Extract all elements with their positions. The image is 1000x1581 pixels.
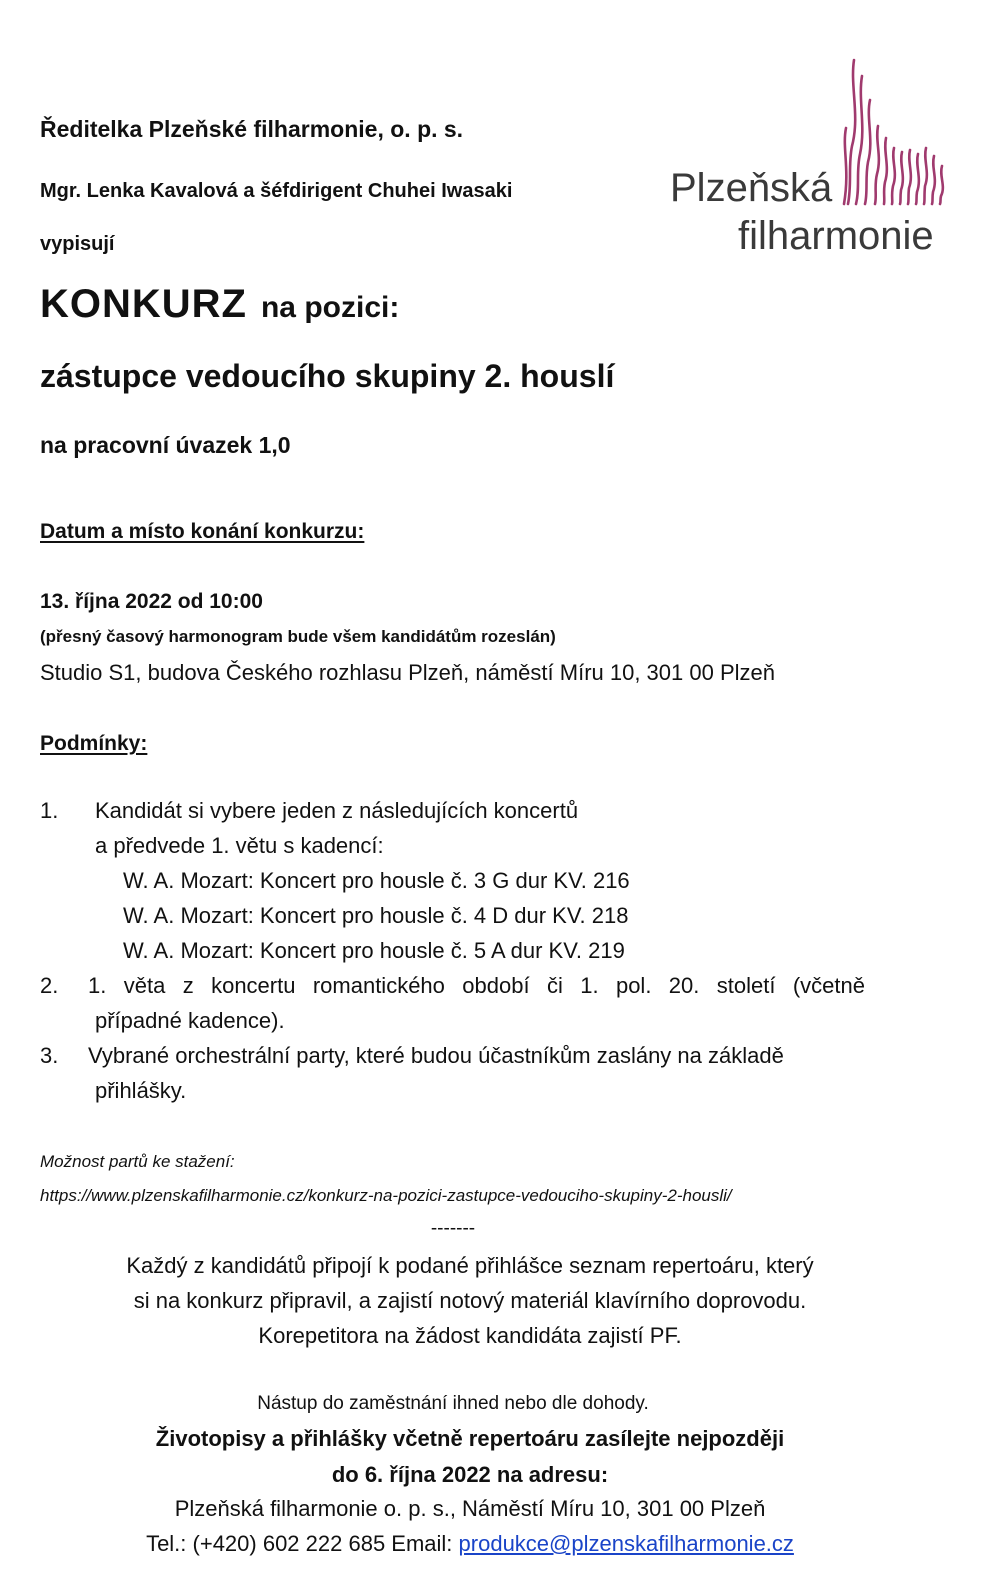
list-item-text: a předvede 1. větu s kadencí: — [95, 833, 384, 858]
repertoire-line: Korepetitora na žádost kandidáta zajistí PF. — [258, 1323, 682, 1348]
list-item-text: 1. věta z koncertu romantického období či 1. pol. 20. století (včetně — [88, 973, 865, 998]
workload-line: na pracovní úvazek 1,0 — [40, 432, 291, 458]
title-konkurz: KONKURZ — [40, 282, 247, 326]
list-item-text: případné kadence). — [95, 1008, 285, 1033]
concerto-item: W. A. Mozart: Koncert pro housle č. 3 G dur KV. 216 — [123, 868, 630, 893]
audition-date: 13. října 2022 od 10:00 — [40, 590, 263, 613]
start-date-line: Nástup do zaměstnání ihned nebo dle dohody. — [257, 1393, 649, 1414]
concerto-item: W. A. Mozart: Koncert pro housle č. 4 D dur KV. 218 — [123, 903, 629, 928]
postal-address: Plzeňská filharmonie o. p. s., Náměstí Míru 10, 301 00 Plzeň — [174, 1496, 766, 1521]
date-section-heading: Datum a místo konání konkurzu: — [40, 520, 365, 543]
title-suffix: na pozici: — [260, 291, 400, 324]
parts-download-url[interactable]: https://www.plzenskafilharmonie.cz/konkurz-na-pozici-zastupce-vedouciho-skupiny-2-housli/ — [40, 1186, 732, 1205]
organ-pipes-logo-icon — [838, 56, 950, 208]
deadline-line: do 6. října 2022 na adresu: — [331, 1462, 609, 1487]
page-title — [40, 282, 399, 327]
list-item-number: 2. — [40, 973, 59, 998]
email-link[interactable]: produkce@plzenskafilharmonie.cz — [458, 1531, 794, 1556]
announce-line: vypisují — [40, 233, 115, 255]
deadline-line: Životopisy a přihlášky včetně repertoáru zasílejte nejpozději — [155, 1426, 785, 1451]
position-title: zástupce vedoucího skupiny 2. houslí — [40, 358, 615, 394]
signers-line: Mgr. Lenka Kavalová a šéfdirigent Chuhei Iwasaki — [40, 180, 513, 202]
logo-text-line1: Plzeňská — [670, 166, 833, 210]
concerto-item: W. A. Mozart: Koncert pro housle č. 5 A dur KV. 219 — [123, 938, 625, 963]
parts-download-label: Možnost partů ke stažení: — [40, 1152, 235, 1171]
venue-line: Studio S1, budova Českého rozhlasu Plzeň, náměstí Míru 10, 301 00 Plzeň — [40, 660, 775, 685]
director-line: Ředitelka Plzeňské filharmonie, o. p. s. — [40, 116, 464, 142]
conditions-heading: Podmínky: — [40, 732, 148, 755]
list-item-text: Kandidát si vybere jeden z následujících koncertů — [95, 798, 579, 823]
repertoire-line: Každý z kandidátů připojí k podané přihlášce seznam repertoáru, který — [126, 1253, 814, 1278]
logo-text-line2: filharmonie — [738, 214, 934, 258]
contact-line — [0, 1531, 940, 1557]
list-item-number: 1. — [40, 798, 59, 823]
list-item-text: přihlášky. — [95, 1078, 187, 1103]
list-item-text: Vybrané orchestrální party, které budou účastníkům zaslány na základě — [88, 1043, 784, 1068]
list-item-number: 3. — [40, 1043, 59, 1068]
separator: ------- — [430, 1218, 476, 1239]
schedule-note: (přesný časový harmonogram bude všem kandidátům rozeslán) — [40, 627, 556, 646]
contact-phone: Tel.: (+420) 602 222 685 Email: — [146, 1531, 459, 1556]
repertoire-line: si na konkurz připravil, a zajistí notový materiál klavírního doprovodu. — [133, 1288, 807, 1313]
